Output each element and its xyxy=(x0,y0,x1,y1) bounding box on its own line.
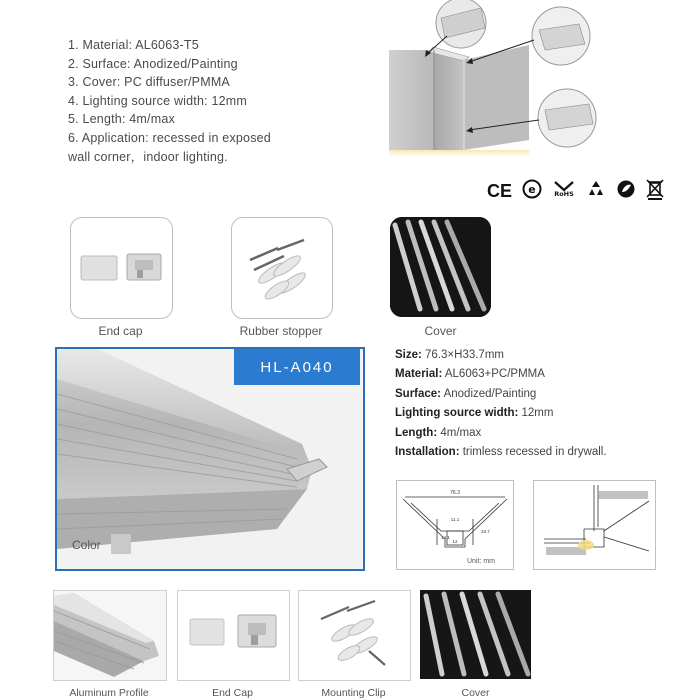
dim-height: 33.7 xyxy=(481,529,490,534)
spec-length: 5. Length: 4m/max xyxy=(68,112,175,127)
color-swatch xyxy=(111,534,131,554)
mounting-clip-label: Mounting Clip xyxy=(321,687,386,699)
ce-mark-icon: CE xyxy=(487,180,513,201)
unit-label: Unit: mm xyxy=(467,558,495,565)
spec-surface: 2. Surface: Anodized/Painting xyxy=(68,56,238,71)
cover-bottom-image xyxy=(420,590,531,679)
end-cap-label: End cap xyxy=(98,324,143,338)
e-mark-icon xyxy=(522,179,542,204)
aluminum-profile-image xyxy=(53,590,167,681)
end-cap-image xyxy=(70,217,173,319)
cover-bottom-label: Cover xyxy=(461,687,490,699)
rohs-icon xyxy=(552,178,576,205)
dim-source: 12 xyxy=(452,539,458,544)
spec-list xyxy=(68,36,368,166)
spec-material: 1. Material: AL6063-T5 xyxy=(68,38,199,52)
svg-text:e: e xyxy=(528,182,536,196)
rubber-stopper-label: Rubber stopper xyxy=(239,324,323,338)
spec-surface-2: Surface: Anodized/Painting xyxy=(395,387,537,400)
installation-drawing xyxy=(533,480,656,570)
dim-top: 11.1 xyxy=(450,517,460,522)
certification-marks xyxy=(487,178,664,204)
spec-application: 6. Application: recessed in exposed xyxy=(68,130,271,145)
cover-label: Cover xyxy=(424,324,457,338)
mounting-clip-image xyxy=(298,590,411,681)
model-tag: HL-A040 xyxy=(234,349,360,385)
spec-light-width-2: Lighting source width: 12mm xyxy=(395,407,554,420)
spec-light-width: 4. Lighting source width: 12mm xyxy=(68,93,248,108)
svg-text:RoHS: RoHS xyxy=(554,189,574,198)
rubber-stopper-image xyxy=(231,217,333,319)
spec-cover: 3. Cover: PC diffuser/PMMA xyxy=(68,75,230,90)
color-label: Color xyxy=(72,538,101,552)
spec-material-2: Material: AL6063+PC/PMMA xyxy=(395,368,545,381)
spec-installation: Installation: trimless recessed in drywall. xyxy=(395,446,607,459)
dim-width: 76.3 xyxy=(450,490,460,496)
spec-application-cont: wall corner，indoor lighting. xyxy=(68,149,228,164)
end-cap-bottom-image xyxy=(177,590,290,681)
recycle-icon xyxy=(586,179,606,204)
aluminum-profile-label: Aluminum Profile xyxy=(69,687,149,699)
weee-bin-icon xyxy=(646,178,664,205)
product-specs xyxy=(395,346,695,462)
cover-image xyxy=(390,217,491,317)
eco-icon xyxy=(616,179,636,204)
end-cap-bottom-label: End Cap xyxy=(212,687,253,699)
spec-length-2: Length: 4m/max xyxy=(395,426,482,439)
cross-section-drawing xyxy=(396,480,514,570)
dim-inner: 14.1 xyxy=(441,535,450,540)
installation-photo xyxy=(389,0,627,160)
spec-size: Size: 76.3×H33.7mm xyxy=(395,349,504,361)
